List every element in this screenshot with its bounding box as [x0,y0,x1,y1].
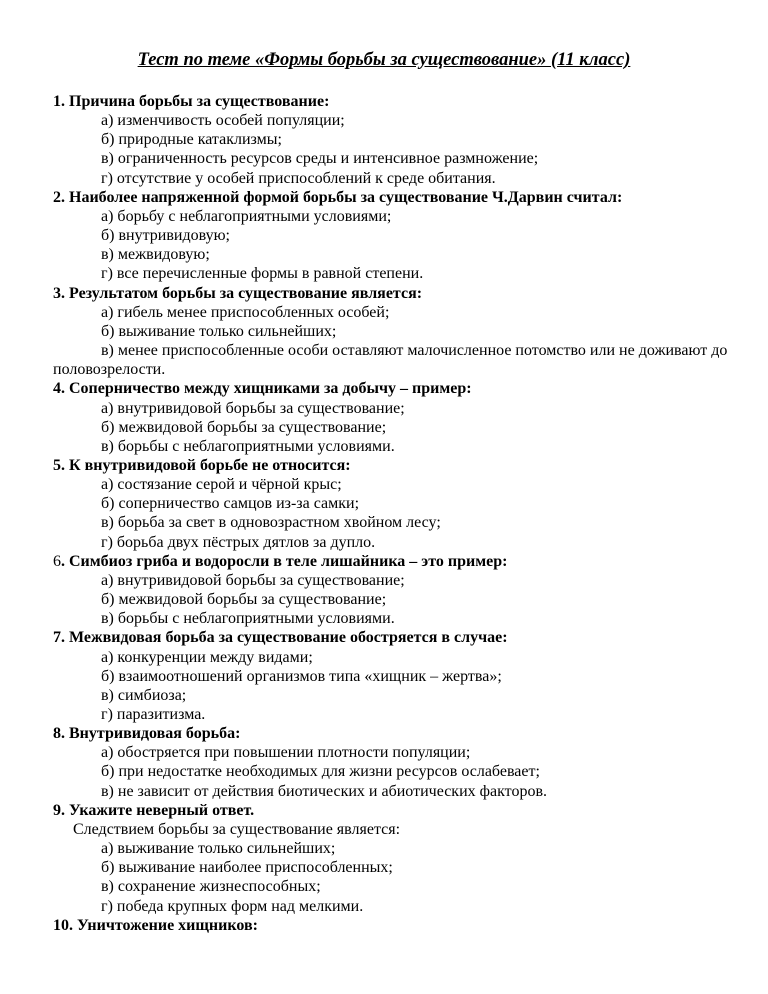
question-text: Межвидовая борьба за существование обостряется в случае: [65,629,508,647]
answer-option: г) победа крупных форм над мелкими. [101,897,364,915]
answer-option: в) не зависит от действия биотических и абиотических факторов. [101,782,547,800]
question-number: 4. [53,380,65,398]
answer-option: б) внутривидовую; [101,227,230,245]
answer-option: г) паразитизма. [101,706,206,723]
answer-option: в) борьбы с неблагоприятными условиями. [101,610,395,628]
question-text: Причина борьбы за существование: [65,93,330,110]
answer-option: б) межвидовой борьбы за существование; [101,591,387,609]
question-text: Внутривидовая борьба: [65,725,241,743]
answer-option: в) менее приспособленные особи оставляют малочисленное потомство или не доживают до половозрелости. [53,342,728,379]
page-title: Тест по теме «Формы борьбы за существование» (11 класс) [137,50,631,70]
answer-option: б) соперничество самцов из-за самки; [101,495,360,513]
answer-option: в) симбиоза; [101,686,187,704]
answer-option: в) борьбы с неблагоприятными условиями. [101,437,395,455]
answer-option: г) отсутствие у особей приспособлений к среде обитания. [101,169,496,187]
answer-option: а) обостряется при повышении плотности популяции; [101,744,471,762]
answer-option: в) межвидовую; [101,246,210,264]
answer-option: а) изменчивость особей популяции; [101,112,345,130]
answer-option: в) ограниченность ресурсов среды и интенсивное размножение; [101,150,539,168]
question-text: К внутривидовой борьбе не относится: [65,456,351,474]
answer-option: а) внутривидовой борьбы за существование; [101,571,405,589]
question-text: Соперничество между хищниками за добычу – пример: [65,380,472,398]
answer-option: г) борьба двух пёстрых дятлов за дупло. [101,533,376,551]
question-number: 8. [53,725,65,743]
answer-option: б) при недостатке необходимых для жизни ресурсов ослабевает; [101,763,540,781]
question-5 [53,456,733,475]
question-number: 6 [53,552,61,570]
question-8 [53,724,733,743]
answer-option: а) внутривидовой борьбы за существование; [101,399,405,417]
question-2 [53,188,733,207]
question-10 [53,916,733,935]
question-text: Уничтожение хищников: [73,916,258,934]
question-6 [53,552,733,571]
question-number: 10. [53,916,73,934]
question-number: 5. [53,456,65,474]
question-3 [53,284,733,303]
answer-option: б) межвидовой борьбы за существование; [101,418,387,436]
answer-option: г) все перечисленные формы в равной степени. [101,265,424,283]
question-7 [53,628,733,647]
question-text: Укажите неверный ответ. [65,801,255,819]
question-number: 2. [53,188,65,206]
question-number: 9. [53,801,65,819]
answer-option: в) борьба за свет в одновозрастном хвойном лесу; [101,514,441,532]
question-number: 7. [53,629,65,647]
question-1 [53,92,733,111]
question-4 [53,379,733,398]
answer-option: б) взаимоотношений организмов типа «хищник – жертва»; [101,667,502,685]
answer-option: б) природные катаклизмы; [101,131,282,149]
question-subtext: Следствием борьбы за существование является: [73,820,401,838]
answer-option: а) гибель менее приспособленных особей; [101,303,390,321]
question-9 [53,801,733,820]
answer-option: а) состязание серой и чёрной крыс; [101,476,342,494]
answer-option: а) борьбу с неблагоприятными условиями; [101,207,392,225]
answer-option: в) сохранение жизнеспособных; [101,878,321,896]
question-number: 3. [53,284,65,302]
answer-option: б) выживание наиболее приспособленных; [101,859,393,877]
test-content [53,92,733,935]
answer-option: а) выживание только сильнейших; [101,840,336,858]
answer-option: а) конкуренции между видами; [101,648,313,666]
question-text: Результатом борьбы за существование является: [65,284,423,302]
question-text: . Симбиоз гриба и водоросли в теле лишайника – это пример: [61,552,508,570]
question-text: Наиболее напряженной формой борьбы за существование Ч.Дарвин считал: [65,188,623,206]
answer-option: б) выживание только сильнейших; [101,322,337,340]
question-number: 1. [53,93,65,110]
